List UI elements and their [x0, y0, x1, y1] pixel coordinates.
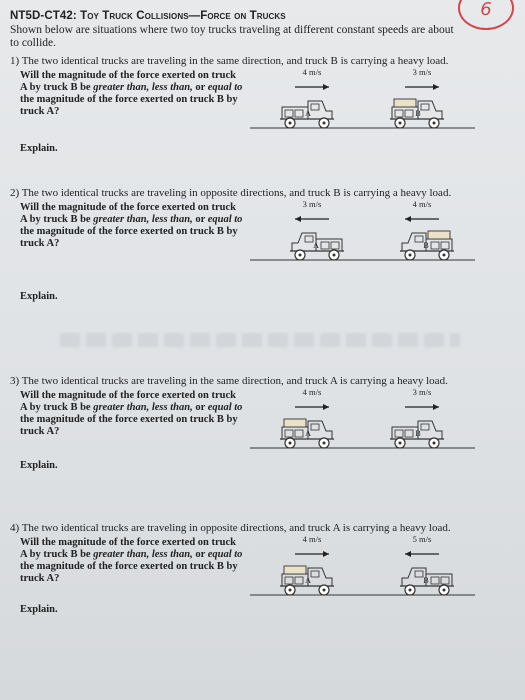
velocity-arrow-b	[405, 404, 439, 410]
worksheet-title: NT5D-CT42: Toy Truck Collisions—Force on Trucks	[10, 10, 286, 22]
problem-2	[0, 187, 525, 337]
speed-a: 4 m/s	[302, 67, 322, 77]
truck-label: B	[423, 576, 429, 585]
problem-question: Will the magnitude of the force exerted on truck A by truck B be greater than, less than, or equal to the magnitude of the force exerted on truck B by truck A?	[20, 70, 243, 117]
page-number-circle: 6	[458, 0, 514, 30]
truck-label: A	[305, 429, 311, 438]
explain-label: Explain.	[20, 291, 58, 302]
speed-a: 4 m/s	[302, 534, 322, 544]
problem-4	[0, 522, 525, 672]
speed-b: 3 m/s	[412, 387, 432, 397]
speed-b: 5 m/s	[412, 534, 432, 544]
velocity-arrow-a	[295, 551, 329, 557]
problem-question: Will the magnitude of the force exerted on truck A by truck B be greater than, less than, or equal to the magnitude of the force exerted on truck B by truck A?	[20, 537, 243, 584]
truck-label: A	[305, 109, 311, 118]
problem-prompt: 3) The two identical trucks are traveling in the same direction, and truck A is carrying a heavy load.	[10, 375, 448, 387]
truck-diagram	[250, 530, 480, 600]
explain-label: Explain.	[20, 604, 58, 615]
velocity-arrow-a	[295, 404, 329, 410]
velocity-arrow-b	[405, 551, 439, 557]
speed-a: 4 m/s	[302, 387, 322, 397]
velocity-arrow-b	[405, 216, 439, 222]
problem-1	[0, 55, 525, 205]
truck-label: B	[415, 109, 421, 118]
truck-diagram	[250, 195, 480, 265]
truck-label: B	[415, 429, 421, 438]
problem-question: Will the magnitude of the force exerted on truck A by truck B be greater than, less than, or equal to the magnitude of the force exerted on truck B by truck A?	[20, 202, 243, 249]
truck-label: A	[305, 576, 311, 585]
truck-label: B	[423, 241, 429, 250]
speed-b: 3 m/s	[412, 67, 432, 77]
truck-diagram	[250, 63, 480, 133]
truck-label: A	[313, 241, 319, 250]
problem-prompt: 2) The two identical trucks are traveling in opposite directions, and truck B is carrying a heavy load.	[10, 187, 452, 199]
velocity-arrow-a	[295, 84, 329, 90]
truck-diagram	[250, 383, 480, 453]
problem-prompt: 1) The two identical trucks are traveling in the same direction, and truck B is carrying a heavy load.	[10, 55, 449, 67]
explain-label: Explain.	[20, 460, 58, 471]
velocity-arrow-b	[405, 84, 439, 90]
speed-b: 4 m/s	[412, 199, 432, 209]
problem-question: Will the magnitude of the force exerted on truck A by truck B be greater than, less than, or equal to the magnitude of the force exerted on truck B by truck A?	[20, 390, 243, 437]
speed-a: 3 m/s	[302, 199, 322, 209]
problem-prompt: 4) The two identical trucks are traveling in opposite directions, and truck A is carrying a heavy load.	[10, 522, 451, 534]
worksheet-intro: Shown below are situations where two toy trucks traveling at different constant speeds are about to collide.	[10, 24, 454, 49]
problem-3	[0, 375, 525, 525]
explain-label: Explain.	[20, 143, 58, 154]
velocity-arrow-a	[295, 216, 329, 222]
